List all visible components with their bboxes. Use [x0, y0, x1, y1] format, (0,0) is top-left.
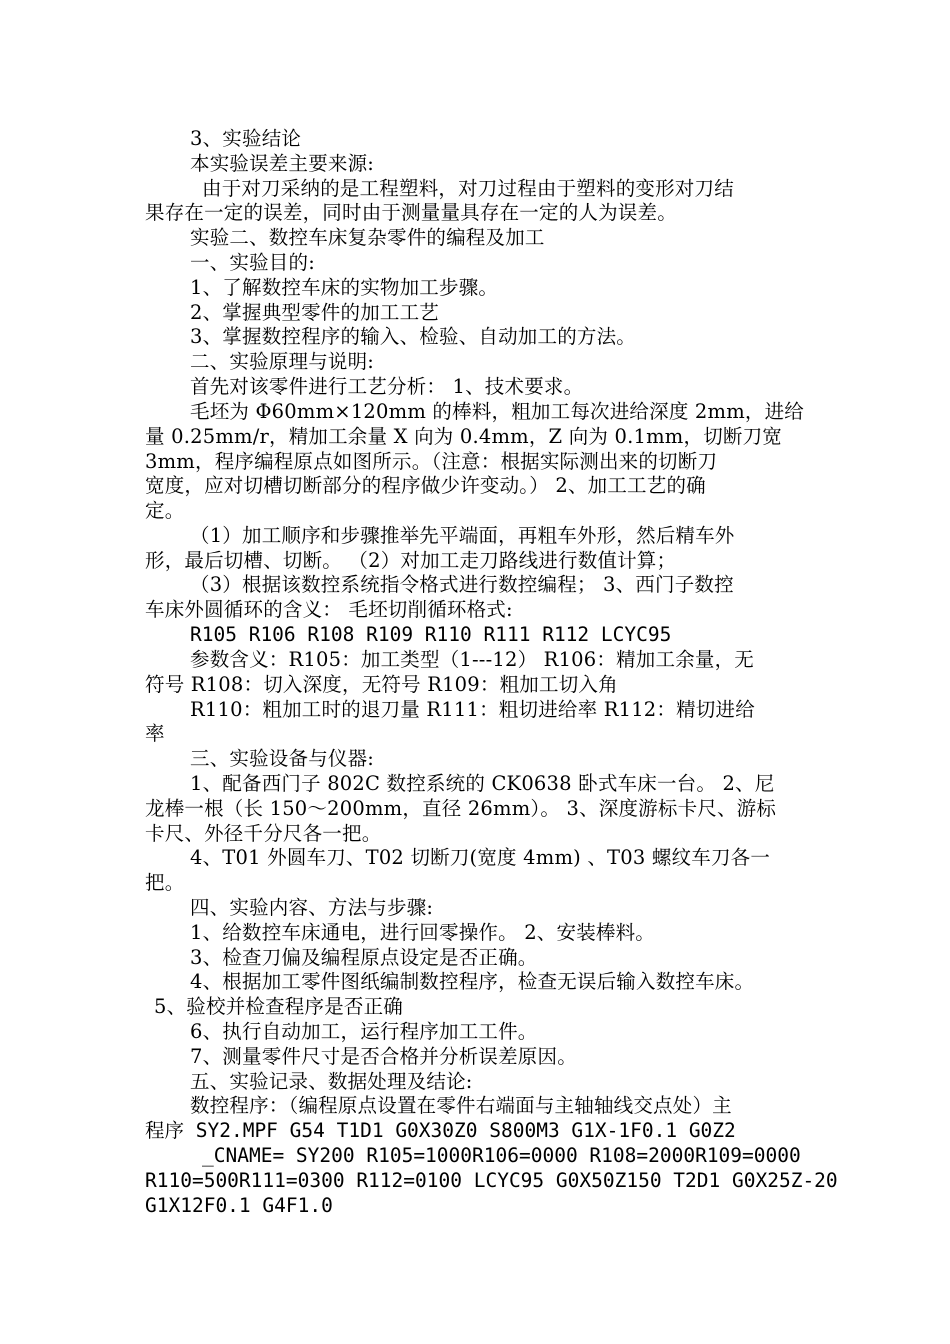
list-item: 5、验校并检查程序是否正确 — [154, 995, 404, 1018]
paragraph-line: 率 — [145, 722, 165, 745]
section-heading-equipment: 三、实验设备与仪器: — [190, 747, 375, 770]
paragraph-line: 形，最后切槽、切断。 （2）对加工走刀路线进行数值计算； — [145, 549, 677, 572]
paragraph-line: R110：粗加工时的退刀量 R111：粗切进给率 R112：精切进给 — [190, 698, 755, 721]
section-heading-procedure: 四、实验内容、方法与步骤: — [190, 896, 434, 919]
paragraph-line: 定。 — [145, 499, 185, 522]
code-line: 程序 SY2.MPF G54 T1D1 G0X30Z0 S800M3 G1X-1F0.1 G0Z2 — [145, 1119, 736, 1142]
section-heading-conclusion: 3、实验结论 — [190, 127, 302, 150]
paragraph-line: 把。 — [145, 871, 185, 894]
paragraph-line: 符号 R108：切入深度，无符号 R109：粗加工切入角 — [145, 673, 618, 696]
paragraph-line: 量 0.25mm/r，精加工余量 X 向为 0.4mm，Z 向为 0.1mm，切断刀宽 — [145, 425, 782, 448]
paragraph-line: 首先对该零件进行工艺分析： 1、技术要求。 — [190, 375, 584, 398]
section-heading-purpose: 一、实验目的: — [190, 251, 315, 274]
list-item: 4、根据加工零件图纸编制数控程序，检查无误后输入数控车床。 — [190, 970, 755, 993]
paragraph-line: 由于对刀采纳的是工程塑料，对刀过程由于塑料的变形对刀结 — [202, 177, 734, 200]
paragraph-line: 本实验误差主要来源: — [190, 152, 375, 175]
experiment-title: 实验二、数控车床复杂零件的编程及加工 — [190, 226, 545, 249]
paragraph-line: 4、T01 外圆车刀、T02 切断刀(宽度 4mm) 、T03 螺纹车刀各一 — [190, 846, 771, 869]
code-line: R110=500R111=0300 R112=0100 LCYC95 G0X50Z150 T2D1 G0X25Z-20 — [145, 1169, 838, 1192]
paragraph-line: 3mm，程序编程原点如图所示。（注意：根据实际测出来的切断刀 — [145, 450, 718, 473]
list-item: 3、掌握数控程序的输入、检验、自动加工的方法。 — [190, 325, 637, 348]
code-line: _CNAME= SY200 R105=1000R106=0000 R108=2000R109=0000 — [202, 1144, 801, 1167]
paragraph-line: 车床外圆循环的含义： 毛坯切削循环格式: — [145, 598, 513, 621]
list-item: 1、了解数控车床的实物加工步骤。 — [190, 276, 499, 299]
section-heading-principle: 二、实验原理与说明: — [190, 350, 375, 373]
paragraph-line: 数控程序：（编程原点设置在零件右端面与主轴轴线交点处）主 — [190, 1094, 732, 1117]
list-item: 6、执行自动加工，运行程序加工工件。 — [190, 1020, 538, 1043]
paragraph-line: （1）加工顺序和步骤推举先平端面，再粗车外形，然后精车外 — [190, 524, 735, 547]
paragraph-line: 果存在一定的误差，同时由于测量量具存在一定的人为误差。 — [145, 201, 677, 224]
paragraph-line: （3）根据该数控系统指令格式进行数控编程； 3、西门子数控 — [190, 573, 734, 596]
paragraph-line: 1、配备西门子 802C 数控系统的 CK0638 卧式车床一台。 2、尼 — [190, 772, 775, 795]
section-heading-records: 五、实验记录、数据处理及结论: — [190, 1070, 473, 1093]
paragraph-line: 龙棒一根（长 150～200mm，直径 26mm）。 3、深度游标卡尺、游标 — [145, 797, 777, 820]
code-line: G1X12F0.1 G4F1.0 — [145, 1194, 333, 1217]
list-item: 1、给数控车床通电，进行回零操作。 2、安装棒料。 — [190, 921, 656, 944]
paragraph-line: 毛坯为 Φ60mm×120mm 的棒料，粗加工每次进给深度 2mm，进给 — [190, 400, 805, 423]
paragraph-line: 宽度，应对切槽切断部分的程序做少许变动。） 2、加工工艺的确 — [145, 474, 706, 497]
paragraph-line: 卡尺、外径千分尺各一把。 — [145, 822, 382, 845]
paragraph-line: 参数含义：R105：加工类型（1---12） R106：精加工余量，无 — [190, 648, 754, 671]
code-line: R105 R106 R108 R109 R110 R111 R112 LCYC95 — [190, 623, 672, 646]
list-item: 2、掌握典型零件的加工工艺 — [190, 301, 440, 324]
list-item: 3、检查刀偏及编程原点设定是否正确。 — [190, 946, 538, 969]
list-item: 7、测量零件尺寸是否合格并分析误差原因。 — [190, 1045, 577, 1068]
